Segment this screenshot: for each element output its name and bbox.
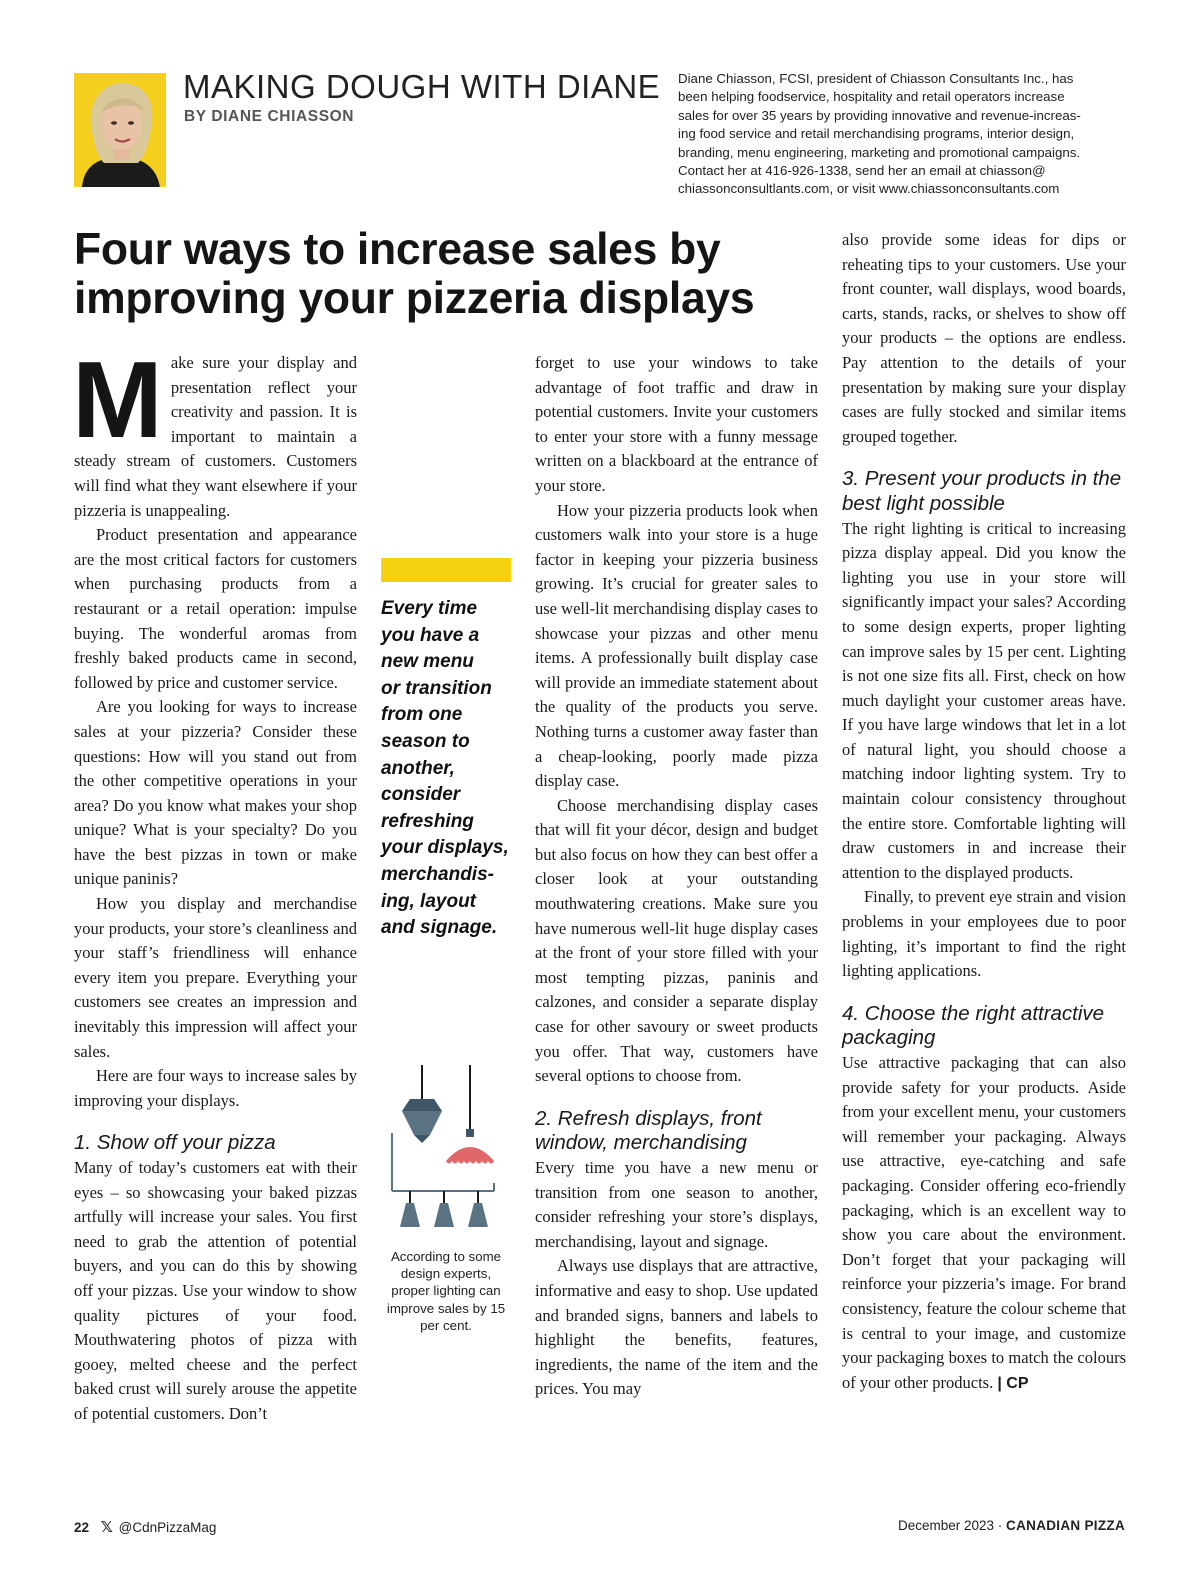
body-paragraph: How you display and merchandise your products, your store’s cleanliness and your staff’s friendliness will enhance every item you prepare. Everything your customers see creates an impression and inevitably this impression will affect your sales.	[74, 894, 357, 1061]
section-heading: 2. Refresh displays, front window, merchandising	[535, 1106, 762, 1155]
article-headline	[74, 225, 814, 323]
drop-cap: M	[72, 339, 163, 461]
bio-line: been helping foodservice, hospitality and retail operators increase	[678, 89, 1065, 105]
headline-line: improving your pizzeria displays	[74, 274, 755, 323]
body-paragraph	[72, 339, 357, 523]
article-column-1	[72, 339, 357, 1427]
author-bio	[678, 70, 1130, 199]
issue-date: December 2023 ·	[897, 1518, 1003, 1533]
pull-quote-line: consider	[381, 784, 461, 806]
bio-line: Contact her at 416-926-1338, send her an email at chiasson@	[678, 163, 1046, 179]
paragraph-text: ake sure your display and presentation reflect your creativity and passion. It is important to maintain a steady stream of customers. Customers will find what they want elsewhere if your pizzeria is unappealing.	[74, 353, 357, 520]
magazine-name: CANADIAN PIZZA	[1006, 1518, 1125, 1533]
social-handle[interactable]: @CdnPizzaMag	[118, 1520, 217, 1535]
pull-quote-line: and signage.	[381, 917, 498, 939]
x-logo-icon: 𝕏	[100, 1519, 113, 1536]
caption-line: per cent.	[420, 1317, 472, 1333]
footer-right	[898, 1518, 1125, 1533]
article-column-2	[535, 351, 818, 1402]
pull-quote-line: another,	[381, 757, 455, 779]
caption-line: According to some	[390, 1249, 502, 1264]
illustration-caption	[378, 1248, 514, 1334]
body-paragraph	[842, 1051, 1126, 1396]
article-column-3	[842, 228, 1126, 1396]
body-paragraph: Choose merchandising display cases that will fit your décor, design and budget but also focus on how they can best offer a closer look at your outstanding mouthwatering creations. Make sure you have numerous well-lit huge display cases at the front of your store filled with your most tempting pizzas, paninis and calzones, and consider a separate display case for other savoury or sweet products you offer. That way, customers have several options to choose from.	[535, 795, 818, 1086]
body-paragraph: Product presentation and appearance are the most critical factors for customers when purchasing products from a restaurant or a retail operation: impulse buying. The wonderful aromas from freshly baked products came in second, followed by price and customer service.	[74, 525, 357, 692]
bio-line: ing food service and retail merchandising programs, interior design,	[678, 126, 1075, 142]
byline: BY DIANE CHIASSON	[184, 108, 355, 125]
bio-line: Diane Chiasson, FCSI, president of Chiasson Consultants Inc., has	[678, 71, 1074, 86]
body-paragraph: Here are four ways to increase sales by improving your displays.	[74, 1066, 357, 1110]
pull-quote-line: you have a	[381, 624, 480, 646]
body-paragraph: forget to use your windows to take advantage of foot traffic and draw in potential customers. Invite your customers to enter your store with a funny message written on a blackboard at the entrance of your store.	[535, 353, 818, 495]
pull-quote-line: refreshing	[381, 810, 474, 832]
footer-left	[74, 1518, 216, 1536]
caption-line: proper lighting can	[391, 1283, 501, 1299]
pull-quote-line: your displays,	[381, 837, 509, 859]
body-paragraph: The right lighting is critical to increasing pizza display appeal. Did you know the lighting you use in your store will significantly impact your sales? According to some design experts, proper lighting can improve sales by 15 per cent. Lighting is not one size fits all. First, check on how much daylight your customer areas have. If you have large windows that let in a lot of natural light, you should choose a matching indoor lighting system. Try to maintain colour consistency throughout the entire store. Comfortable lighting will draw customers in and increase their attention to the displayed products.	[842, 518, 1126, 882]
headline-line: Four ways to increase sales by	[74, 225, 721, 274]
body-paragraph: How your pizzeria products look when customers walk into your store is a huge factor in keeping your pizzeria business growing. It’s crucial for greater sales to use well-lit merchandising display cases to showcase your pizzas and other menu items. A professionally built display case will provide an immediate statement about the quality of the products you serve. Nothing turns a customer away faster than a cheap-looking, poorly made pizza display case.	[535, 500, 818, 791]
body-paragraph: Finally, to prevent eye strain and vision problems in your employees due to poor lighting, it’s important to find the right lighting applications.	[842, 887, 1126, 981]
pendant-lights-illustration	[380, 1063, 520, 1243]
author-headshot	[74, 73, 166, 187]
bio-line: chiassonconsultlants.com, or visit www.chiassonconsultants.com	[678, 181, 1060, 197]
pull-quote-line: season to	[381, 730, 470, 752]
pull-quote-line: or transition	[381, 677, 492, 699]
bio-line: branding, menu engineering, marketing and promotional campaigns.	[678, 144, 1081, 160]
body-paragraph: Always use displays that are attractive, informative and easy to shop. Use updated and branded signs, banners and labels to highlight the benefits, features, ingredients, the name of the item and the prices. You may	[535, 1256, 818, 1399]
pull-quote-line: from one	[381, 704, 463, 726]
section-heading: 3. Present your products in the best light possible	[842, 467, 1122, 515]
body-paragraph: also provide some ideas for dips or reheating tips to your customers. Use your front counter, wall displays, wood boards, carts, stands, racks, or shelves to show off your products – the options are endless. Pay attention to the details of your presentation by making sure your display cases are fully stocked and similar items grouped together.	[842, 230, 1126, 446]
section-heading: 4. Choose the right attractive packaging	[842, 1001, 1105, 1050]
caption-line: design experts,	[400, 1266, 492, 1282]
pull-quote	[381, 596, 521, 942]
pull-quote-accent-bar	[381, 558, 511, 582]
column-title: MAKING DOUGH WITH DIANE	[183, 68, 661, 105]
section-heading: 1. Show off your pizza	[74, 1131, 276, 1155]
body-paragraph: Every time you have a new menu or transition from one season to another, consider refreshing your store’s displays, merchandising, layout and signage.	[535, 1158, 818, 1251]
bio-line: sales for over 35 years by providing innovative and revenue-increas-	[678, 107, 1081, 123]
body-paragraph: Are you looking for ways to increase sales at your pizzeria? Consider these questions: How will you stand out from the other competitive operations in your area? Do you know what makes your shop unique? What is your specialty? Do you have the best pizzas in town or make unique paninis?	[74, 697, 357, 889]
end-mark: | CP	[997, 1374, 1029, 1392]
page-number: 22	[74, 1520, 90, 1535]
pull-quote-line: new menu	[381, 651, 474, 673]
pull-quote-line: Every time	[381, 598, 478, 619]
pull-quote-line: ing, layout	[381, 890, 476, 912]
body-paragraph: Many of today’s customers eat with their eyes – so showcasing your baked pizzas artfully will increase your sales. You first need to grab the attention of potential buyers, and you can do this by showing off your pizzas. Use your window to show quality pictures of your food. Mouthwatering photos of pizza with gooey, melted cheese and the perfect baked crust will surely arouse the appetite of potential customers. Don’t	[74, 1158, 357, 1423]
pull-quote-line: merchandis-	[381, 863, 494, 885]
paragraph-text: Use attractive packaging that can also provide safety for your products. Aside from your excellent menu, your customers will remember your packaging. Always use attractive, eye-catching and safe packaging. Consider offering eco-friendly packaging, which is an excellent way to show you care about the environment. Don’t forget that your packaging will reinforce your pizzeria’s image. For brand consistency, feature the colour scheme that is central to your image, and customize your packaging boxes to match the colours of your other products.	[842, 1053, 1126, 1392]
caption-line: improve sales by 15	[386, 1300, 506, 1316]
